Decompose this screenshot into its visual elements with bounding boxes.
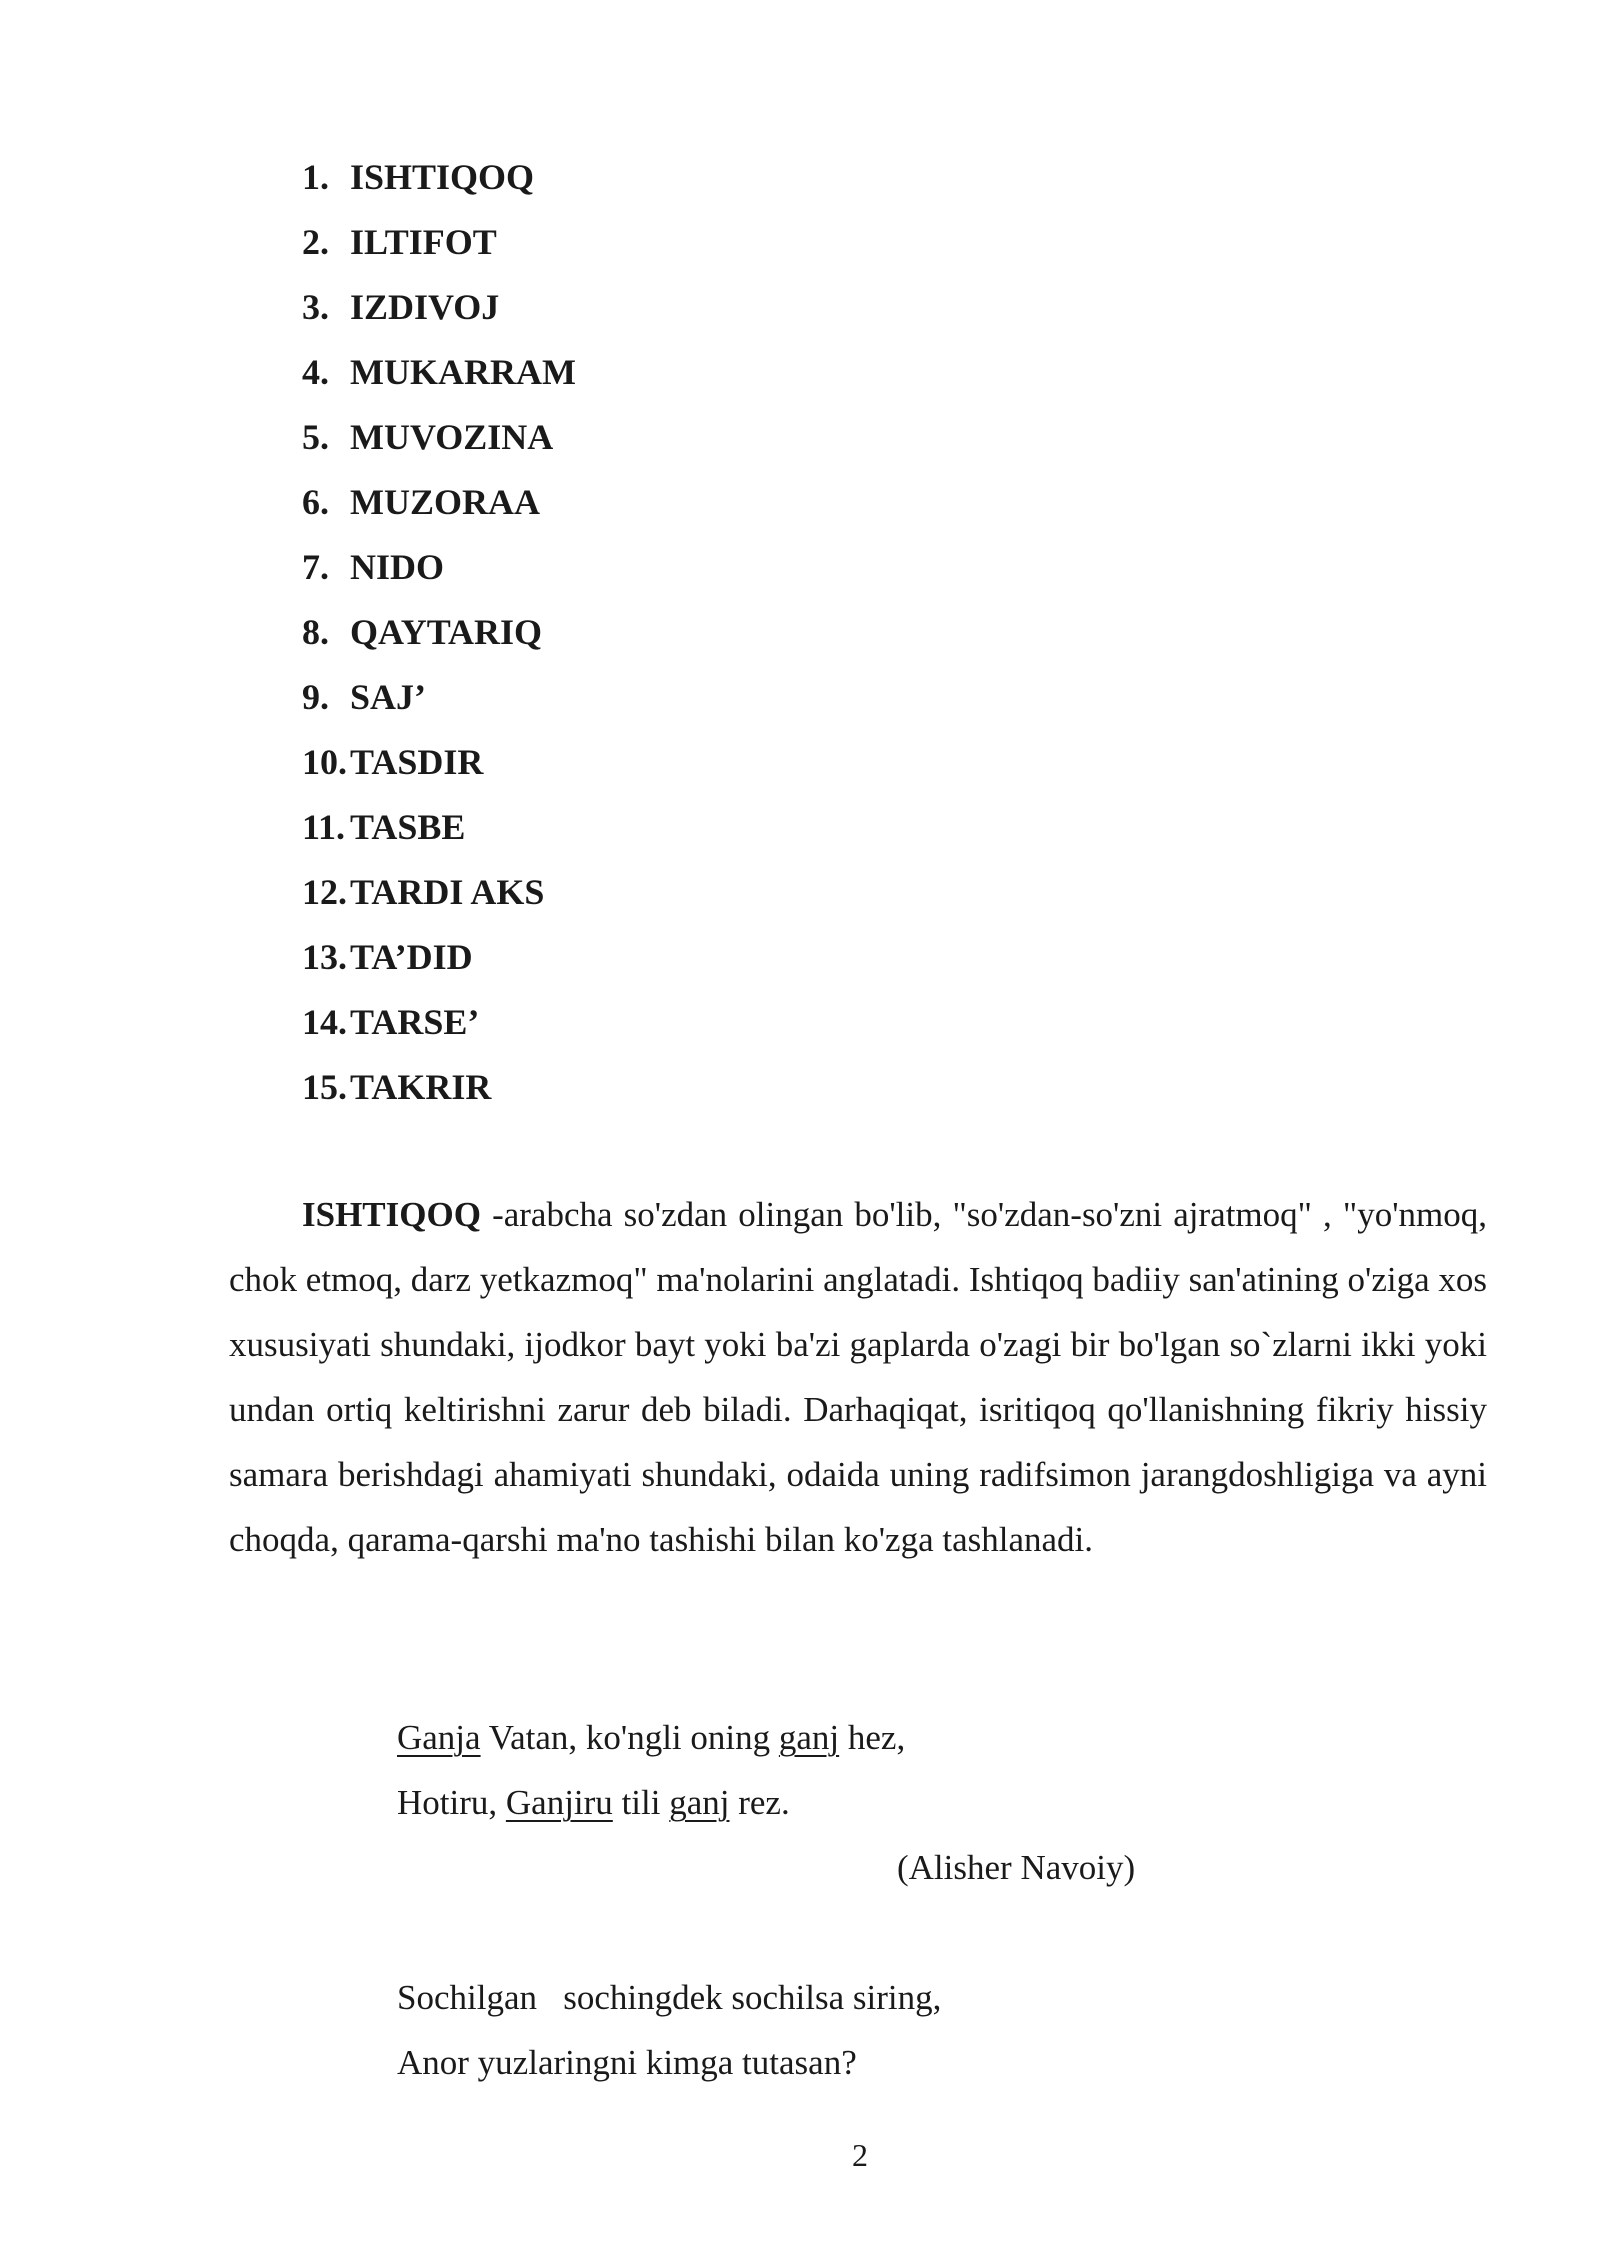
paragraph-lead-term: ISHTIQOQ [302, 1195, 481, 1234]
term-number: 14. [302, 1002, 347, 1042]
term-list-item [302, 860, 576, 925]
term-label: TARSE’ [350, 1002, 480, 1042]
poem-line [397, 1770, 905, 1835]
underlined-word: Ganja [397, 1718, 481, 1757]
term-label: TAKRIR [350, 1067, 492, 1107]
term-number: 9. [302, 677, 329, 717]
underlined-word: ganj [669, 1783, 730, 1822]
term-label: MUZORAA [350, 482, 540, 522]
term-number: 4. [302, 352, 329, 392]
term-list-item [302, 535, 576, 600]
term-list-item [302, 925, 576, 990]
underlined-word: Ganjiru [505, 1783, 613, 1822]
term-number: 11. [302, 807, 346, 847]
term-number: 8. [302, 612, 329, 652]
term-list-item [302, 990, 576, 1055]
term-list-item [302, 275, 576, 340]
term-label: TARDI AKS [350, 872, 545, 912]
term-label: MUVOZINA [350, 417, 554, 457]
page-number: 2 [852, 2137, 868, 2173]
underlined-word: ganj [778, 1718, 840, 1757]
term-label: MUKARRAM [350, 352, 576, 392]
term-number: 15. [302, 1067, 347, 1107]
term-number: 5. [302, 417, 329, 457]
term-number: 2. [302, 222, 329, 262]
term-label: ISHTIQOQ [350, 157, 535, 197]
term-number: 12. [302, 872, 347, 912]
term-label: TA’DID [350, 937, 473, 977]
term-list-item [302, 210, 576, 275]
term-label: QAYTARIQ [350, 612, 543, 652]
term-number: 7. [302, 547, 329, 587]
term-list-item [302, 600, 576, 665]
poem-line: Sochilgan sochingdek sochilsa siring, [397, 1978, 942, 2017]
term-list-item [302, 795, 576, 860]
term-label: TASBE [350, 807, 466, 847]
term-list-item [302, 145, 576, 210]
term-label: NIDO [350, 547, 445, 587]
poem-text: hez, [839, 1718, 906, 1757]
poem-navoiy [397, 1705, 905, 1835]
term-label: TASDIR [350, 742, 484, 782]
term-number: 13. [302, 937, 347, 977]
term-label: SAJ’ [350, 677, 427, 717]
poem-text: Vatan, ko'ngli oning [480, 1718, 779, 1757]
poem-text: rez. [729, 1783, 790, 1822]
ishtiqoq-paragraph [229, 1182, 1487, 1572]
term-list-item [302, 405, 576, 470]
term-list-item [302, 730, 576, 795]
paragraph-body: -arabcha so'zdan olingan bo'lib, "so'zdan-so'zni ajratmoq" , "yo'nmoq, chok etmoq, darz yetkazmoq" ma'nolarini anglatadi. Ishtiqoq badiiy san'atining o'ziga xos xususiyati shundaki, ijodkor bayt yoki ba'zi gaplarda o'zagi bir bo'lgan so`zlarni ikki yoki undan ortiq keltirishni zarur deb biladi. Darhaqiqat, isritiqoq qo'llanishning fikriy hissiy samara berishdagi ahamiyati shundaki, odaida uning radifsimon jarangdoshligiga va ayni choqda, qarama-qarshi ma'no tashishi bilan ko'zga tashlanadi. [229, 1195, 1487, 1559]
term-list-item [302, 470, 576, 535]
term-number: 6. [302, 482, 329, 522]
term-number: 1. [302, 157, 329, 197]
term-list-item [302, 665, 576, 730]
poem-text: Hotiru, [397, 1783, 506, 1822]
poem-line [397, 1705, 905, 1770]
poem-second [397, 1965, 941, 2095]
poem-text: tili [612, 1783, 670, 1822]
term-list [302, 145, 576, 1120]
term-label: IZDIVOJ [350, 287, 500, 327]
term-list-item [302, 1055, 576, 1120]
poem-line: Anor yuzlaringni kimga tutasan? [397, 2043, 857, 2082]
term-label: ILTIFOT [350, 222, 497, 262]
term-number: 3. [302, 287, 329, 327]
term-number: 10. [302, 742, 347, 782]
poem-attribution: (Alisher Navoiy) [897, 1848, 1136, 1887]
term-list-item [302, 340, 576, 405]
